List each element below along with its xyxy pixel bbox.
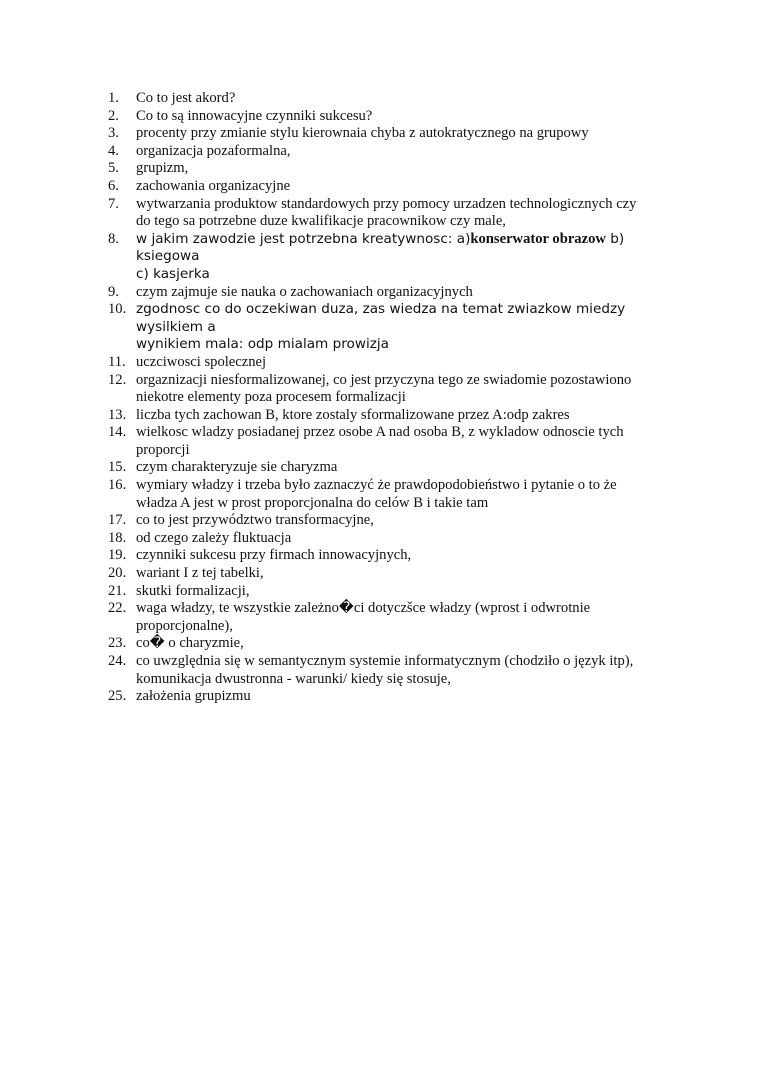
item-text: [136, 600, 668, 635]
item-text: grupizm,: [136, 160, 189, 177]
item-text-line: władza A jest w prost proporcjonalna do celów B i takie tam: [136, 494, 489, 511]
item-text-line: wielkosc wladzy posiadanej przez osobe A nad osoba B, z wykladow odnoscie tych: [136, 424, 624, 441]
item-text-line: c) kasjerka: [136, 265, 210, 282]
item-number: 7.: [108, 195, 119, 212]
item-number: 4.: [108, 142, 119, 159]
item-text: czym charakteryzuje sie charyzma: [136, 459, 338, 476]
list-item: [108, 231, 668, 284]
item-text: co to jest przywództwo transformacyjne,: [136, 512, 374, 529]
item-text: [136, 372, 668, 407]
item-number: 14.: [108, 424, 127, 441]
item-number: 22.: [108, 600, 127, 617]
item-text: [136, 196, 668, 231]
item-text: organizacja pozaformalna,: [136, 142, 291, 159]
item-number: 9.: [108, 283, 119, 300]
list-item: [108, 354, 668, 372]
list-item: [108, 372, 668, 407]
item-number: 25.: [108, 688, 127, 705]
item-text: [136, 231, 668, 284]
item-number: 19.: [108, 547, 127, 564]
item-number: 16.: [108, 477, 127, 494]
item-text-line: co uwzględnia się w semantycznym systemie informatycznym (chodziło o język itp),: [136, 653, 634, 669]
item-text-line: zgodnosc co do oczekiwan duza, zas wiedza na temat zwiazkow miedzy wysilkiem a: [136, 301, 626, 335]
list-item: [108, 688, 668, 706]
list-item: [108, 653, 668, 688]
item-text: założenia grupizmu: [136, 688, 251, 705]
item-text-line: wymiary władzy i trzeba było zaznaczyć że prawdopodobieństwo i pytanie o to że: [136, 477, 617, 494]
list-item: [108, 565, 668, 583]
question-list: [108, 90, 668, 706]
bold-answer: konserwator obrazow: [470, 230, 606, 247]
list-item: [108, 90, 668, 108]
item-text-line: wynikiem mala: odp mialam prowizja: [136, 336, 389, 353]
item-text-line: niekotre elementy poza procesem formalizacji: [136, 389, 406, 406]
item-text: co� o charyzmie,: [136, 635, 244, 652]
item-text: [136, 424, 668, 459]
item-text-line: do tego sa potrzebne duze kwalifikacje pracownikow czy male,: [136, 213, 506, 230]
item-text: czynniki sukcesu przy firmach innowacyjnych,: [136, 547, 412, 564]
list-item: [108, 284, 668, 302]
item-number: 2.: [108, 107, 119, 124]
item-number: 3.: [108, 125, 119, 142]
item-text: [136, 301, 668, 354]
item-text-line: [136, 231, 668, 266]
list-item: [108, 424, 668, 459]
item-number: 23.: [108, 635, 127, 652]
item-number: 13.: [108, 406, 127, 423]
item-text: czym zajmuje sie nauka o zachowaniach organizacyjnych: [136, 283, 473, 300]
list-item: [108, 125, 668, 143]
item-number: 17.: [108, 512, 127, 529]
item-number: 18.: [108, 529, 127, 546]
item-number: 12.: [108, 371, 127, 388]
list-item: [108, 600, 668, 635]
item-text-line: wytwarzania produktow standardowych przy pomocy urzadzen technologicznych czy: [136, 195, 637, 212]
item-text-segment: w jakim zawodzie jest potrzebna kreatywnosc: a): [136, 230, 471, 247]
item-number: 11.: [108, 353, 126, 370]
item-text: Co to jest akord?: [136, 90, 236, 106]
item-text: uczciwosci spolecznej: [136, 353, 267, 370]
item-text: [136, 477, 668, 512]
item-number: 15.: [108, 459, 127, 476]
item-text-line: proporcjonalne),: [136, 617, 233, 634]
list-item: [108, 301, 668, 354]
item-text: od czego zależy fluktuacja: [136, 529, 292, 546]
list-item: [108, 459, 668, 477]
list-item: [108, 178, 668, 196]
item-number: 8.: [108, 230, 119, 247]
item-text-line: komunikacja dwustronna - warunki/ kiedy się stosuje,: [136, 670, 451, 687]
item-text-segment: b) ksiegowa: [136, 230, 625, 265]
list-item: [108, 477, 668, 512]
item-number: 21.: [108, 582, 127, 599]
item-text-line: waga władzy, te wszystkie zależno�ci dotyczšce władzy (wprost i odwrotnie: [136, 600, 591, 617]
item-text-line: orgaznizacji niesformalizowanej, co jest przyczyna tego ze swiadomie pozostawiono: [136, 371, 632, 388]
list-item: [108, 407, 668, 425]
item-number: 10.: [108, 301, 127, 318]
item-number: 24.: [108, 653, 127, 669]
item-number: 1.: [108, 90, 119, 106]
list-item: [108, 547, 668, 565]
list-item: [108, 635, 668, 653]
list-item: [108, 512, 668, 530]
item-text-line: proporcji: [136, 441, 190, 458]
list-item: [108, 160, 668, 178]
item-text: zachowania organizacyjne: [136, 177, 291, 194]
item-text: liczba tych zachowan B, ktore zostaly sformalizowane przez A:odp zakres: [136, 406, 570, 423]
item-text: wariant I z tej tabelki,: [136, 565, 264, 582]
list-item: [108, 143, 668, 161]
list-item: [108, 196, 668, 231]
list-item: [108, 108, 668, 126]
item-number: 20.: [108, 565, 127, 582]
item-text: Co to są innowacyjne czynniki sukcesu?: [136, 107, 373, 124]
item-number: 6.: [108, 177, 119, 194]
list-item: [108, 583, 668, 601]
list-item: [108, 530, 668, 548]
item-number: 5.: [108, 160, 119, 177]
item-text: skutki formalizacji,: [136, 582, 250, 599]
item-text: [136, 653, 668, 688]
item-text: procenty przy zmianie stylu kierownaia chyba z autokratycznego na grupowy: [136, 125, 589, 142]
